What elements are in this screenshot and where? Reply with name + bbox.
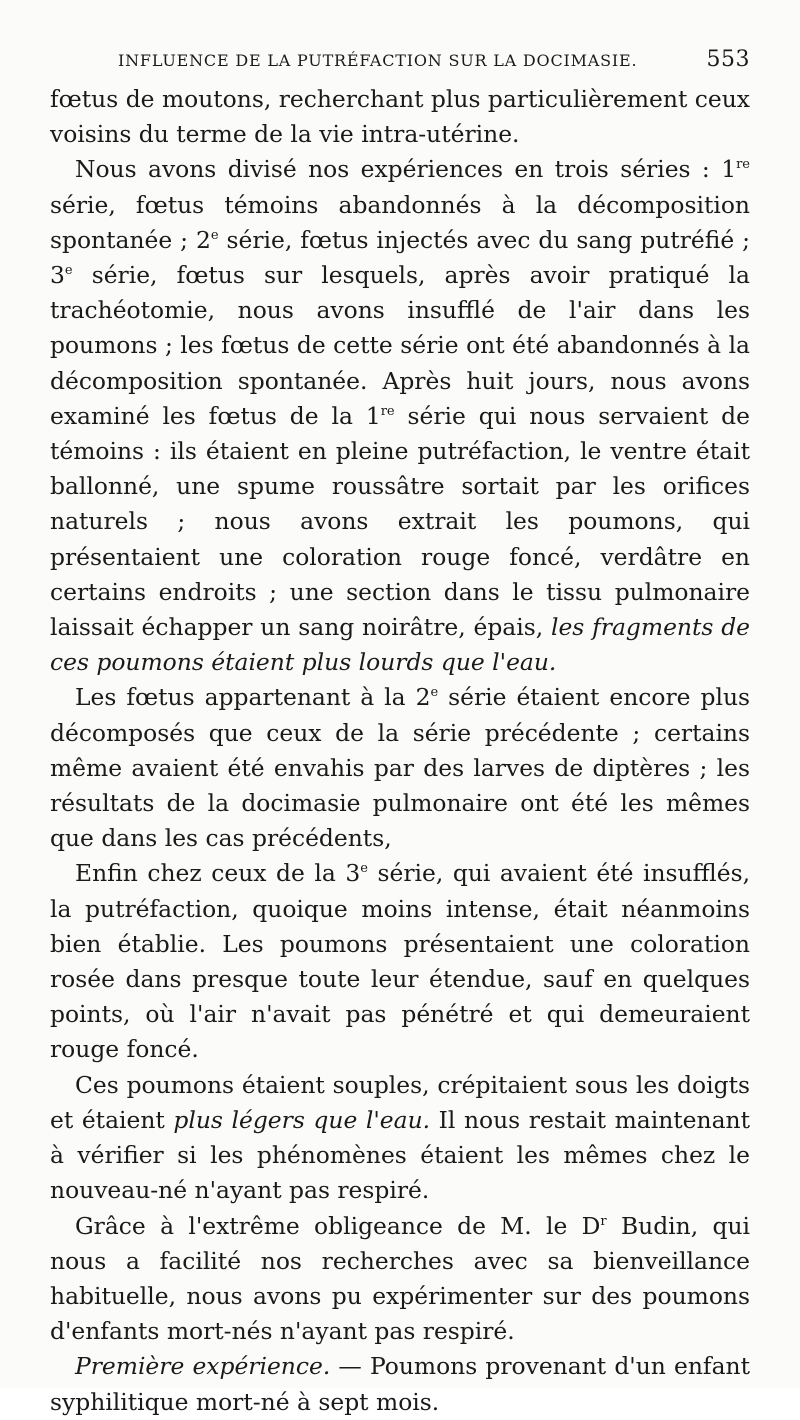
paragraph-5 bbox=[50, 1068, 750, 1209]
paragraph-3-text-b: série étaient encore plus décomposés que ceux de la série précédente ; certains même avaient été envahis par des larves de diptères ; les résultats de la docimasie pulmonaire ont été les mêmes que dans les cas précédents, bbox=[50, 683, 751, 853]
ordinal-superscript: e bbox=[360, 861, 368, 877]
paragraph-7 bbox=[50, 1349, 750, 1419]
paragraph-1 bbox=[50, 82, 750, 152]
page-number: 553 bbox=[706, 47, 750, 72]
paragraph-4-text-a: Enfin chez ceux de la 3 bbox=[75, 859, 361, 888]
paragraph-4-text-b: série, qui avaient été insufflés, la putréfaction, quoique moins intense, était néanmoins bien établie. Les poumons présentaient une coloration rosée dans presque toute leur étendue, sauf en quelques points, où l'air n'avait pas pénétré et qui demeuraient rouge foncé. bbox=[50, 859, 751, 1064]
paragraph-5-text-b: Il nous restait maintenant à vérifier si les phénomènes étaient les mêmes chez le nouveau-né n'ayant pas respiré. bbox=[50, 1105, 750, 1205]
ordinal-superscript: e bbox=[210, 227, 219, 243]
ordinal-superscript: re bbox=[380, 403, 395, 419]
paragraph-3 bbox=[50, 680, 750, 856]
ordinal-superscript: e bbox=[430, 685, 439, 701]
italic-phrase: les fragments de ces poumons étaient plus lourds que l'eau. bbox=[50, 613, 751, 677]
ordinal-superscript: re bbox=[736, 157, 750, 173]
paragraph-5-text-a: Ces poumons étaient souples, crépitaient sous les doigts et étaient bbox=[50, 1070, 750, 1134]
paragraph-2-text-a: Nous avons divisé nos expériences en trois séries : 1 bbox=[75, 155, 737, 184]
paragraph-2-text-e: série qui nous servaient de témoins : ils étaient en pleine putréfaction, le ventre était ballonné, une spume roussâtre sortait par les orifices naturels ; nous avons extrait les poumons, qui présentaient une coloration rouge foncé, verdâtre en certains endroits ; une section dans le tissu pulmonaire laissait échapper un sang noirâtre, épais, bbox=[50, 401, 750, 642]
paragraph-2-text-d: série, fœtus sur lesquels, après avoir pratiqué la trachéotomie, nous avons insufflé de l'air dans les poumons ; les fœtus de cette série ont été abandonnés à la décomposition spontanée. Après huit jours, nous avons examiné les fœtus de la 1 bbox=[50, 261, 750, 430]
paragraph-2-text-c: série, fœtus injectés avec du sang putréfié ; 3 bbox=[50, 225, 750, 290]
paragraph-6-text-a: Grâce à l'extrême obligeance de M. le D bbox=[75, 1211, 601, 1240]
paragraph-7-text: — Poumons provenant d'un enfant syphilitique mort-né à sept mois. bbox=[50, 1352, 750, 1416]
paragraph-4 bbox=[50, 856, 750, 1067]
experiment-heading: Première expérience. bbox=[75, 1352, 331, 1381]
paragraph-2 bbox=[50, 152, 750, 680]
body-text bbox=[50, 82, 750, 1420]
paragraph-6-text-b: Budin, qui nous a facilité nos recherches avec sa bienveillance habituelle, nous avons pu expérimenter sur des poumons d'enfants mort-nés n'ayant pas respiré. bbox=[50, 1211, 750, 1346]
ordinal-superscript: e bbox=[64, 263, 73, 279]
abbreviation-superscript: r bbox=[600, 1213, 607, 1229]
paragraph-3-text-a: Les fœtus appartenant à la 2 bbox=[75, 683, 431, 712]
running-header bbox=[118, 42, 750, 76]
paragraph-2-text-b: série, fœtus témoins abandonnés à la décomposition spontanée ; 2 bbox=[50, 190, 750, 254]
running-title: INFLUENCE DE LA PUTRÉFACTION SUR LA DOCIMASIE. bbox=[118, 51, 638, 70]
italic-phrase: plus légers que l'eau. bbox=[173, 1105, 431, 1134]
paragraph-6 bbox=[50, 1209, 750, 1350]
paragraph-1-text: fœtus de moutons, recherchant plus particulièrement ceux voisins du terme de la vie intra-utérine. bbox=[50, 85, 750, 149]
